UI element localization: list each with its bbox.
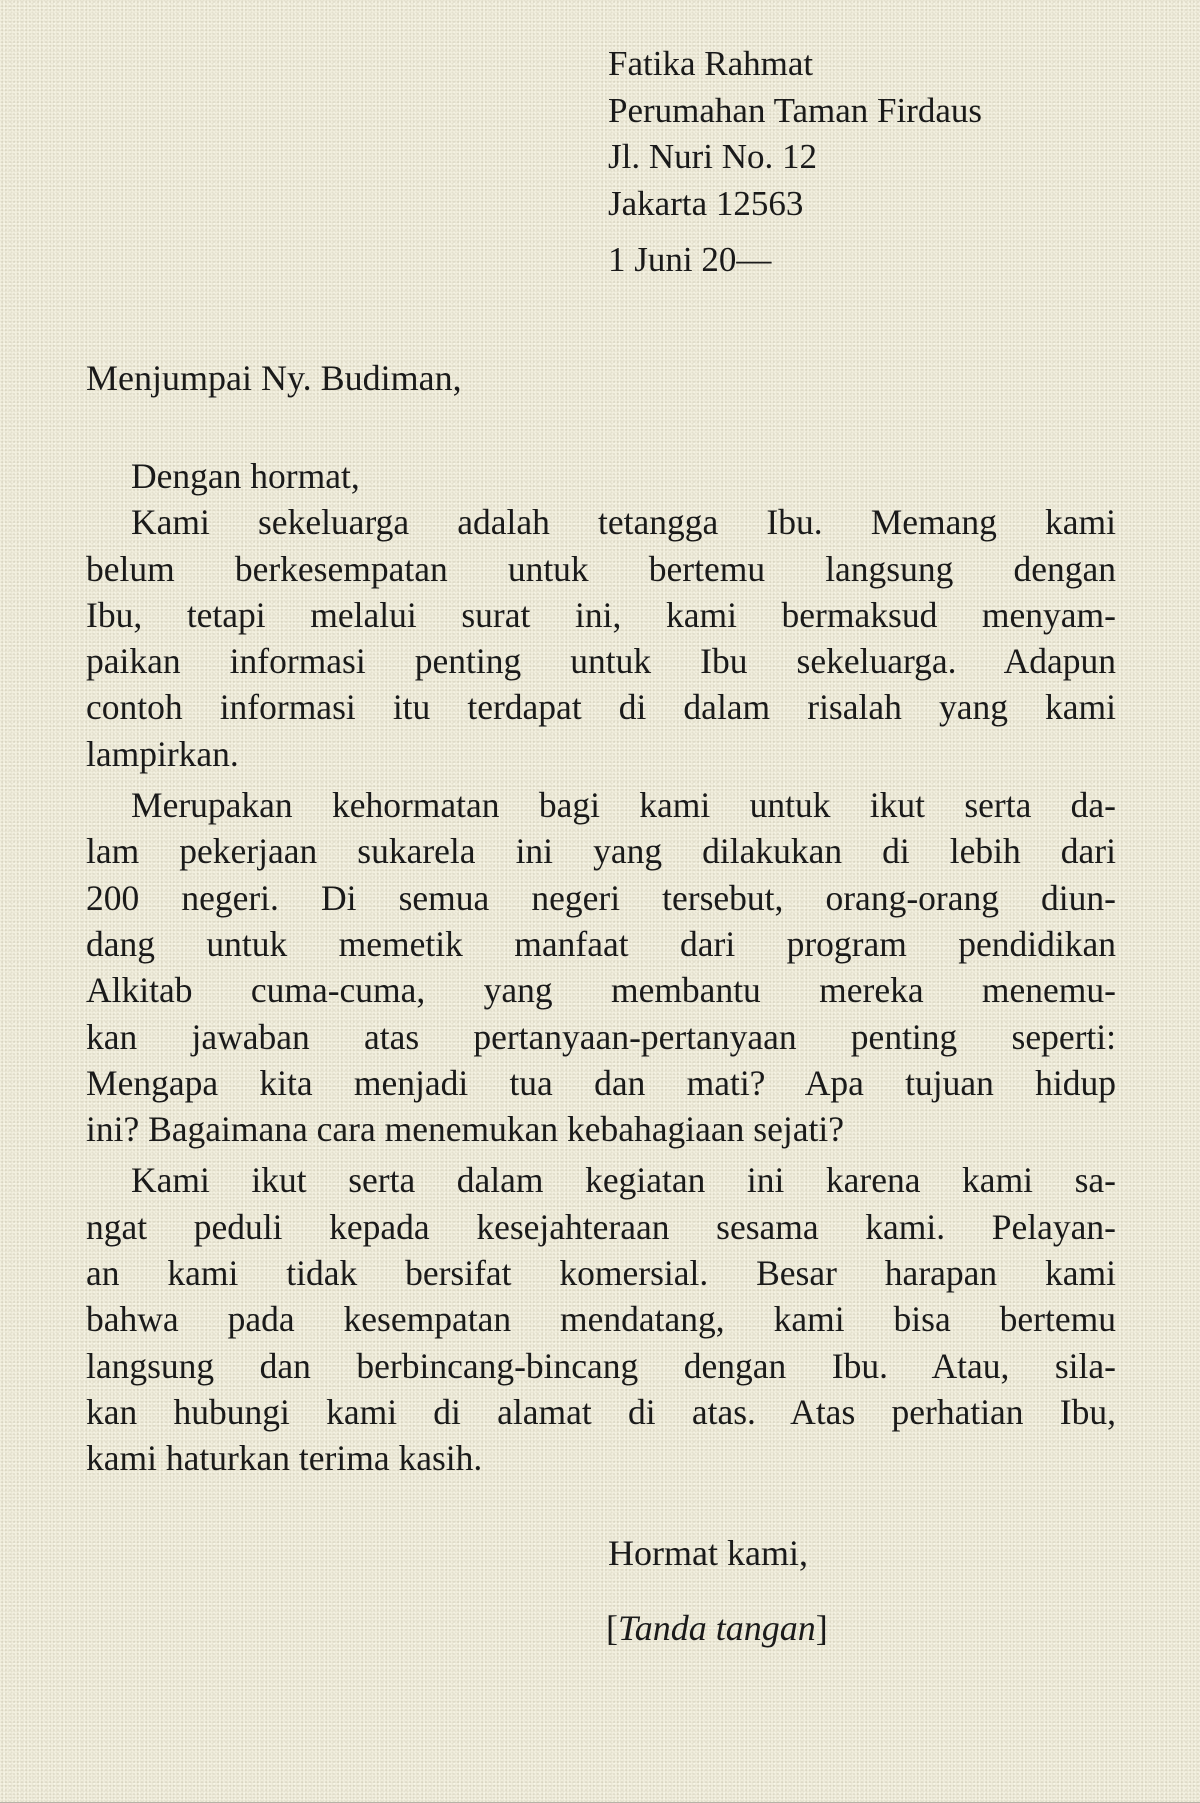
paragraph-line: Merupakan kehormatan bagi kami untuk ikut serta da- — [131, 785, 1116, 826]
paragraph-3 — [86, 1157, 1116, 1481]
paragraph-line: 200 negeri. Di semua negeri tersebut, orang-orang diun- — [86, 877, 1116, 918]
paragraph-line: Alkitab cuma-cuma, yang membantu mereka menemu- — [86, 970, 1116, 1011]
paragraph-line: contoh informasi itu terdapat di dalam risalah yang kami — [86, 687, 1116, 728]
paragraph-line: lam pekerjaan sukarela ini yang dilakukan di lebih dari — [86, 831, 1116, 872]
salutation: Menjumpai Ny. Budiman, — [86, 358, 462, 398]
signature-open-bracket: [ — [606, 1608, 618, 1648]
paragraph-2 — [86, 782, 1116, 1152]
sender-address-line-1: Perumahan Taman Firdaus — [608, 90, 983, 130]
letter-date: 1 Juni 20— — [608, 240, 772, 279]
sender-address-block — [608, 41, 982, 284]
signature-text: Tanda tangan — [618, 1608, 816, 1648]
paragraph-line: ini? Bagaimana cara menemukan kebahagiaan sejati? — [86, 1109, 844, 1150]
paragraph-line: kami haturkan terima kasih. — [86, 1438, 483, 1479]
opening-greeting: Dengan hormat, — [131, 456, 360, 496]
signature-placeholder — [606, 1605, 828, 1651]
paragraph-line: Kami ikut serta dalam kegiatan ini karena kami sa- — [131, 1160, 1116, 1201]
paragraph-line: langsung dan berbincang-bincang dengan Ibu. Atau, sila- — [86, 1345, 1116, 1386]
sender-address-line-2: Jl. Nuri No. 12 — [608, 137, 818, 176]
sender-name: Fatika Rahmat — [608, 44, 814, 83]
paragraph-line: kan hubungi kami di alamat di atas. Atas perhatian Ibu, — [86, 1391, 1116, 1432]
letter-body — [86, 453, 1116, 1487]
signature-close-bracket: ] — [815, 1608, 828, 1648]
paragraph-line: paikan informasi penting untuk Ibu sekeluarga. Adapun — [86, 641, 1116, 682]
paragraph-line: lampirkan. — [86, 733, 239, 774]
paragraph-line: Mengapa kita menjadi tua dan mati? Apa tujuan hidup — [86, 1062, 1116, 1103]
paragraph-line: bahwa pada kesempatan mendatang, kami bisa bertemu — [86, 1299, 1116, 1340]
paragraph-line: Ibu, tetapi melalui surat ini, kami bermaksud menyam- — [86, 594, 1116, 635]
paragraph-line: belum berkesempatan untuk bertemu langsung dengan — [86, 548, 1116, 589]
paragraph-line: an kami tidak bersifat komersial. Besar harapan kami — [86, 1253, 1116, 1294]
paragraph-line: Kami sekeluarga adalah tetangga Ibu. Memang kami — [131, 502, 1116, 543]
paragraph-1 — [86, 499, 1116, 777]
paragraph-line: ngat peduli kepada kesejahteraan sesama kami. Pelayan- — [86, 1206, 1116, 1247]
closing-phrase: Hormat kami, — [608, 1533, 808, 1573]
paragraph-line: kan jawaban atas pertanyaan-pertanyaan penting seperti: — [86, 1016, 1116, 1057]
sender-city: Jakarta 12563 — [608, 183, 804, 223]
paragraph-line: dang untuk memetik manfaat dari program pendidikan — [86, 923, 1116, 964]
